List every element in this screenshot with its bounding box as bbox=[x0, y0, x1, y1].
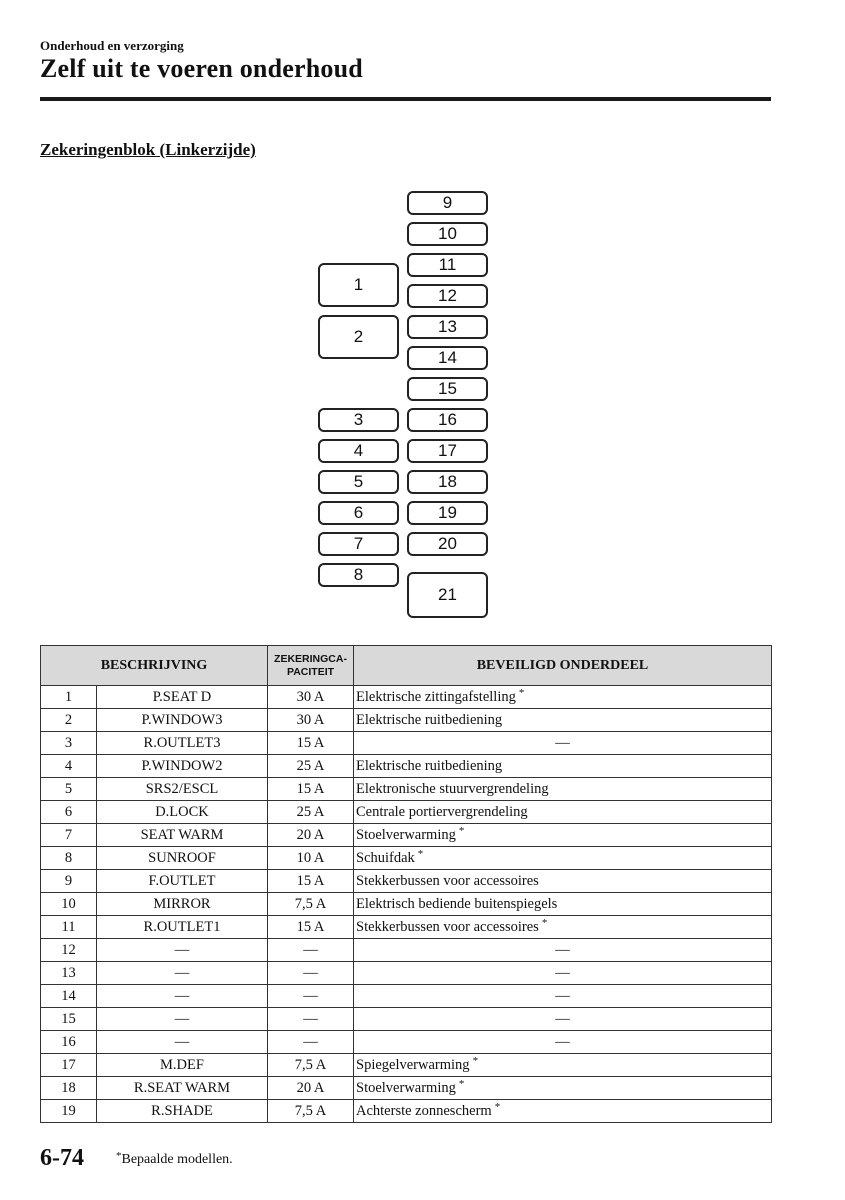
table-row bbox=[41, 1054, 772, 1077]
cell-number-text: 18 bbox=[61, 1079, 76, 1096]
cell-number-text: 17 bbox=[61, 1056, 76, 1073]
cell-number bbox=[41, 801, 97, 824]
cell-component bbox=[354, 870, 772, 893]
cell-component-text: Achterste zonnescherm bbox=[356, 1102, 492, 1119]
fuse-5 bbox=[318, 470, 399, 494]
cell-component bbox=[354, 709, 772, 732]
fuse-number: 6 bbox=[353, 503, 364, 522]
cell-description-text: — bbox=[174, 987, 190, 1004]
table-row bbox=[41, 962, 772, 985]
cell-capacity-text: 30 A bbox=[296, 711, 325, 728]
cell-capacity bbox=[268, 1054, 354, 1077]
cell-description-text: SRS2/ESCL bbox=[145, 780, 219, 797]
cell-description bbox=[97, 893, 268, 916]
cell-capacity-text: 20 A bbox=[296, 1079, 325, 1096]
table-row bbox=[41, 824, 772, 847]
cell-capacity-text: 15 A bbox=[296, 734, 325, 751]
fuse-number: 9 bbox=[442, 193, 453, 212]
cell-number-text: 5 bbox=[64, 780, 73, 797]
cell-number bbox=[41, 916, 97, 939]
cell-component bbox=[354, 686, 772, 709]
cell-component bbox=[354, 755, 772, 778]
fuse-number: 20 bbox=[438, 534, 457, 553]
cell-description bbox=[97, 847, 268, 870]
fuse-18 bbox=[407, 470, 488, 494]
cell-capacity-text: 15 A bbox=[296, 918, 325, 935]
cell-description bbox=[97, 1031, 268, 1054]
cell-description bbox=[97, 732, 268, 755]
cell-description bbox=[97, 1054, 268, 1077]
cell-description bbox=[97, 709, 268, 732]
fuse-11 bbox=[407, 253, 488, 277]
cell-description bbox=[97, 824, 268, 847]
cell-capacity bbox=[268, 1008, 354, 1031]
cell-number-text: 9 bbox=[64, 872, 73, 889]
cell-number-text: 7 bbox=[64, 826, 73, 843]
fuse-8 bbox=[318, 563, 399, 587]
cell-number bbox=[41, 939, 97, 962]
table-row bbox=[41, 916, 772, 939]
cell-component-text: — bbox=[555, 1033, 570, 1050]
cell-number bbox=[41, 1054, 97, 1077]
cell-capacity bbox=[268, 847, 354, 870]
cell-number bbox=[41, 893, 97, 916]
cell-component bbox=[354, 801, 772, 824]
cell-number bbox=[41, 1031, 97, 1054]
cell-capacity bbox=[268, 686, 354, 709]
cell-description-text: — bbox=[174, 1010, 190, 1027]
fuse-number: 2 bbox=[353, 327, 364, 346]
cell-description bbox=[97, 962, 268, 985]
fuse-3 bbox=[318, 408, 399, 432]
cell-capacity-text: 30 A bbox=[296, 688, 325, 705]
fuse-21 bbox=[407, 572, 488, 618]
table-row bbox=[41, 709, 772, 732]
cell-capacity bbox=[268, 1031, 354, 1054]
cell-number bbox=[41, 686, 97, 709]
cell-capacity-text: — bbox=[303, 987, 318, 1004]
cell-component-text: — bbox=[555, 1010, 570, 1027]
footnote bbox=[116, 1152, 233, 1168]
cell-description-text: D.LOCK bbox=[155, 803, 209, 820]
table-row bbox=[41, 686, 772, 709]
cell-capacity-text: — bbox=[303, 941, 318, 958]
cell-description bbox=[97, 801, 268, 824]
fuse-6 bbox=[318, 501, 399, 525]
cell-component-text: — bbox=[555, 987, 570, 1004]
cell-number bbox=[41, 709, 97, 732]
cell-number bbox=[41, 847, 97, 870]
cell-number-text: 3 bbox=[64, 734, 73, 751]
footnote-asterisk: * bbox=[458, 1077, 465, 1090]
cell-component bbox=[354, 939, 772, 962]
cell-component-text: — bbox=[555, 941, 570, 958]
cell-component bbox=[354, 962, 772, 985]
cell-description-text: P.WINDOW2 bbox=[141, 757, 223, 774]
cell-capacity bbox=[268, 778, 354, 801]
cell-capacity-text: 15 A bbox=[296, 872, 325, 889]
fuse-number: 13 bbox=[438, 317, 457, 336]
cell-description-text: — bbox=[174, 964, 190, 981]
cell-capacity bbox=[268, 962, 354, 985]
fuse-number: 18 bbox=[438, 472, 457, 491]
section-label: Onderhoud en verzorging bbox=[40, 38, 184, 53]
cell-component-text: Elektronische stuurvergrendeling bbox=[356, 780, 549, 797]
cell-component-text: Schuifdak bbox=[356, 849, 415, 866]
fuse-19 bbox=[407, 501, 488, 525]
table-row bbox=[41, 732, 772, 755]
cell-component bbox=[354, 824, 772, 847]
cell-number-text: 13 bbox=[61, 964, 76, 981]
cell-number-text: 14 bbox=[61, 987, 76, 1004]
fuse-15 bbox=[407, 377, 488, 401]
cell-component-text: Stoelverwarming bbox=[356, 1079, 456, 1096]
fuse-4 bbox=[318, 439, 399, 463]
cell-description bbox=[97, 916, 268, 939]
cell-description bbox=[97, 1008, 268, 1031]
table-row bbox=[41, 778, 772, 801]
table-row bbox=[41, 1077, 772, 1100]
cell-number bbox=[41, 1008, 97, 1031]
table-row bbox=[41, 1008, 772, 1031]
cell-description bbox=[97, 778, 268, 801]
fuse-number: 15 bbox=[438, 379, 457, 398]
cell-capacity bbox=[268, 801, 354, 824]
cell-capacity-text: — bbox=[303, 964, 318, 981]
header-component: BEVEILIGD ONDERDEEL bbox=[354, 646, 772, 686]
page-number: 6-74 bbox=[40, 1145, 84, 1171]
cell-number bbox=[41, 778, 97, 801]
cell-description-text: MIRROR bbox=[153, 895, 211, 912]
fuse-16 bbox=[407, 408, 488, 432]
cell-number-text: 1 bbox=[64, 688, 73, 705]
cell-number bbox=[41, 870, 97, 893]
fuse-7 bbox=[318, 532, 399, 556]
fuse-9 bbox=[407, 191, 488, 215]
cell-capacity bbox=[268, 824, 354, 847]
cell-description bbox=[97, 1077, 268, 1100]
cell-component bbox=[354, 847, 772, 870]
fuse-10 bbox=[407, 222, 488, 246]
fuse-number: 12 bbox=[438, 286, 457, 305]
cell-component bbox=[354, 1031, 772, 1054]
cell-capacity bbox=[268, 985, 354, 1008]
cell-description bbox=[97, 1100, 268, 1123]
cell-number-text: 4 bbox=[64, 757, 73, 774]
fuse-number: 8 bbox=[353, 565, 364, 584]
cell-number bbox=[41, 732, 97, 755]
footnote-asterisk: * bbox=[417, 847, 424, 860]
fuse-number: 5 bbox=[353, 472, 364, 491]
cell-component-text: — bbox=[555, 964, 570, 981]
cell-description-text: F.OUTLET bbox=[148, 872, 216, 889]
cell-description-text: M.DEF bbox=[160, 1056, 204, 1073]
cell-description-text: P.WINDOW3 bbox=[141, 711, 223, 728]
subsection-title: Zekeringenblok (Linkerzijde) bbox=[40, 140, 256, 159]
cell-number-text: 19 bbox=[61, 1102, 76, 1119]
fuse-table-header bbox=[41, 646, 772, 686]
cell-description-text: P.SEAT D bbox=[152, 688, 212, 705]
fuse-1 bbox=[318, 263, 399, 307]
cell-description-text: R.SHADE bbox=[151, 1102, 213, 1119]
fuse-number: 17 bbox=[438, 441, 457, 460]
header-description: BESCHRIJVING bbox=[41, 646, 268, 686]
fuse-number: 1 bbox=[353, 275, 364, 294]
cell-description-text: R.OUTLET1 bbox=[143, 918, 221, 935]
footnote-asterisk: * bbox=[458, 824, 465, 837]
table-row bbox=[41, 893, 772, 916]
fuse-table bbox=[40, 645, 772, 1123]
cell-description-text: SEAT WARM bbox=[140, 826, 224, 843]
cell-component bbox=[354, 916, 772, 939]
cell-capacity bbox=[268, 755, 354, 778]
cell-description-text: — bbox=[174, 1033, 190, 1050]
cell-component-text: Centrale portiervergrendeling bbox=[356, 803, 528, 820]
table-row bbox=[41, 939, 772, 962]
cell-number-text: 16 bbox=[61, 1033, 76, 1050]
cell-component bbox=[354, 1054, 772, 1077]
table-row bbox=[41, 985, 772, 1008]
cell-description-text: SUNROOF bbox=[148, 849, 216, 866]
cell-capacity bbox=[268, 1077, 354, 1100]
cell-capacity-text: 25 A bbox=[296, 803, 325, 820]
cell-capacity-text: 15 A bbox=[296, 780, 325, 797]
cell-capacity bbox=[268, 870, 354, 893]
fuse-number: 7 bbox=[353, 534, 364, 553]
page-title: Zelf uit te voeren onderhoud bbox=[40, 54, 363, 83]
cell-description bbox=[97, 755, 268, 778]
cell-capacity-text: 10 A bbox=[296, 849, 325, 866]
fuse-20 bbox=[407, 532, 488, 556]
fuse-12 bbox=[407, 284, 488, 308]
cell-number bbox=[41, 824, 97, 847]
cell-number-text: 12 bbox=[61, 941, 76, 958]
table-row bbox=[41, 801, 772, 824]
cell-capacity-text: 7,5 A bbox=[294, 1056, 327, 1073]
cell-description bbox=[97, 686, 268, 709]
cell-component bbox=[354, 1077, 772, 1100]
cell-component-text: Stekkerbussen voor accessoires bbox=[356, 918, 539, 935]
footnote-text: Bepaalde modellen. bbox=[121, 1152, 233, 1167]
cell-capacity-text: 7,5 A bbox=[294, 1102, 327, 1119]
table-row bbox=[41, 847, 772, 870]
cell-component bbox=[354, 985, 772, 1008]
cell-description-text: — bbox=[174, 941, 190, 958]
cell-capacity-text: 20 A bbox=[296, 826, 325, 843]
header-capacity bbox=[268, 646, 354, 686]
cell-component-text: Elektrische zittingafstelling bbox=[356, 688, 516, 705]
cell-number bbox=[41, 985, 97, 1008]
footnote-mark: * bbox=[116, 1150, 122, 1162]
fuse-number: 14 bbox=[438, 348, 457, 367]
cell-number bbox=[41, 755, 97, 778]
fuse-number: 21 bbox=[438, 585, 457, 604]
cell-number bbox=[41, 962, 97, 985]
footnote-asterisk: * bbox=[494, 1100, 501, 1113]
cell-number-text: 6 bbox=[64, 803, 73, 820]
footnote-asterisk: * bbox=[472, 1054, 479, 1067]
cell-number-text: 2 bbox=[64, 711, 73, 728]
table-row bbox=[41, 755, 772, 778]
cell-description bbox=[97, 985, 268, 1008]
cell-capacity-text: — bbox=[303, 1033, 318, 1050]
cell-number-text: 8 bbox=[64, 849, 73, 866]
footnote-asterisk: * bbox=[518, 686, 525, 699]
cell-component bbox=[354, 893, 772, 916]
cell-number bbox=[41, 1077, 97, 1100]
fuse-number: 16 bbox=[438, 410, 457, 429]
cell-capacity bbox=[268, 893, 354, 916]
cell-component bbox=[354, 778, 772, 801]
cell-component-text: Stekkerbussen voor accessoires bbox=[356, 872, 539, 889]
cell-component bbox=[354, 1100, 772, 1123]
cell-component-text: Elektrisch bediende buitenspiegels bbox=[356, 895, 558, 912]
cell-capacity bbox=[268, 916, 354, 939]
table-row bbox=[41, 870, 772, 893]
cell-component-text: Elektrische ruitbediening bbox=[356, 711, 503, 728]
cell-description-text: R.OUTLET3 bbox=[143, 734, 221, 751]
cell-capacity-text: 7,5 A bbox=[294, 895, 327, 912]
cell-component bbox=[354, 1008, 772, 1031]
cell-number bbox=[41, 1100, 97, 1123]
cell-capacity bbox=[268, 939, 354, 962]
cell-component-text: Spiegelverwarming bbox=[356, 1056, 470, 1073]
footnote-asterisk: * bbox=[541, 916, 548, 929]
cell-capacity bbox=[268, 732, 354, 755]
cell-component bbox=[354, 732, 772, 755]
fuse-number: 11 bbox=[438, 255, 457, 274]
cell-description-text: R.SEAT WARM bbox=[133, 1079, 231, 1096]
cell-capacity-text: 25 A bbox=[296, 757, 325, 774]
fuse-14 bbox=[407, 346, 488, 370]
cell-capacity bbox=[268, 1100, 354, 1123]
cell-description bbox=[97, 939, 268, 962]
cell-component-text: Stoelverwarming bbox=[356, 826, 456, 843]
cell-number-text: 15 bbox=[61, 1010, 76, 1027]
cell-component-text: Elektrische ruitbediening bbox=[356, 757, 503, 774]
table-row bbox=[41, 1100, 772, 1123]
fuse-13 bbox=[407, 315, 488, 339]
fuse-number: 19 bbox=[438, 503, 457, 522]
cell-component-text: — bbox=[555, 734, 570, 751]
cell-number-text: 11 bbox=[61, 918, 76, 935]
fuse-number: 3 bbox=[353, 410, 364, 429]
fuse-number: 4 bbox=[353, 441, 364, 460]
header-capacity-line2: PACITEIT bbox=[286, 665, 335, 678]
fuse-number: 10 bbox=[438, 224, 457, 243]
cell-number-text: 10 bbox=[61, 895, 76, 912]
header-capacity-line1: ZEKERINGCA- bbox=[274, 652, 347, 665]
cell-description bbox=[97, 870, 268, 893]
cell-capacity bbox=[268, 709, 354, 732]
table-row bbox=[41, 1031, 772, 1054]
fuse-17 bbox=[407, 439, 488, 463]
cell-capacity-text: — bbox=[303, 1010, 318, 1027]
fuse-2 bbox=[318, 315, 399, 359]
